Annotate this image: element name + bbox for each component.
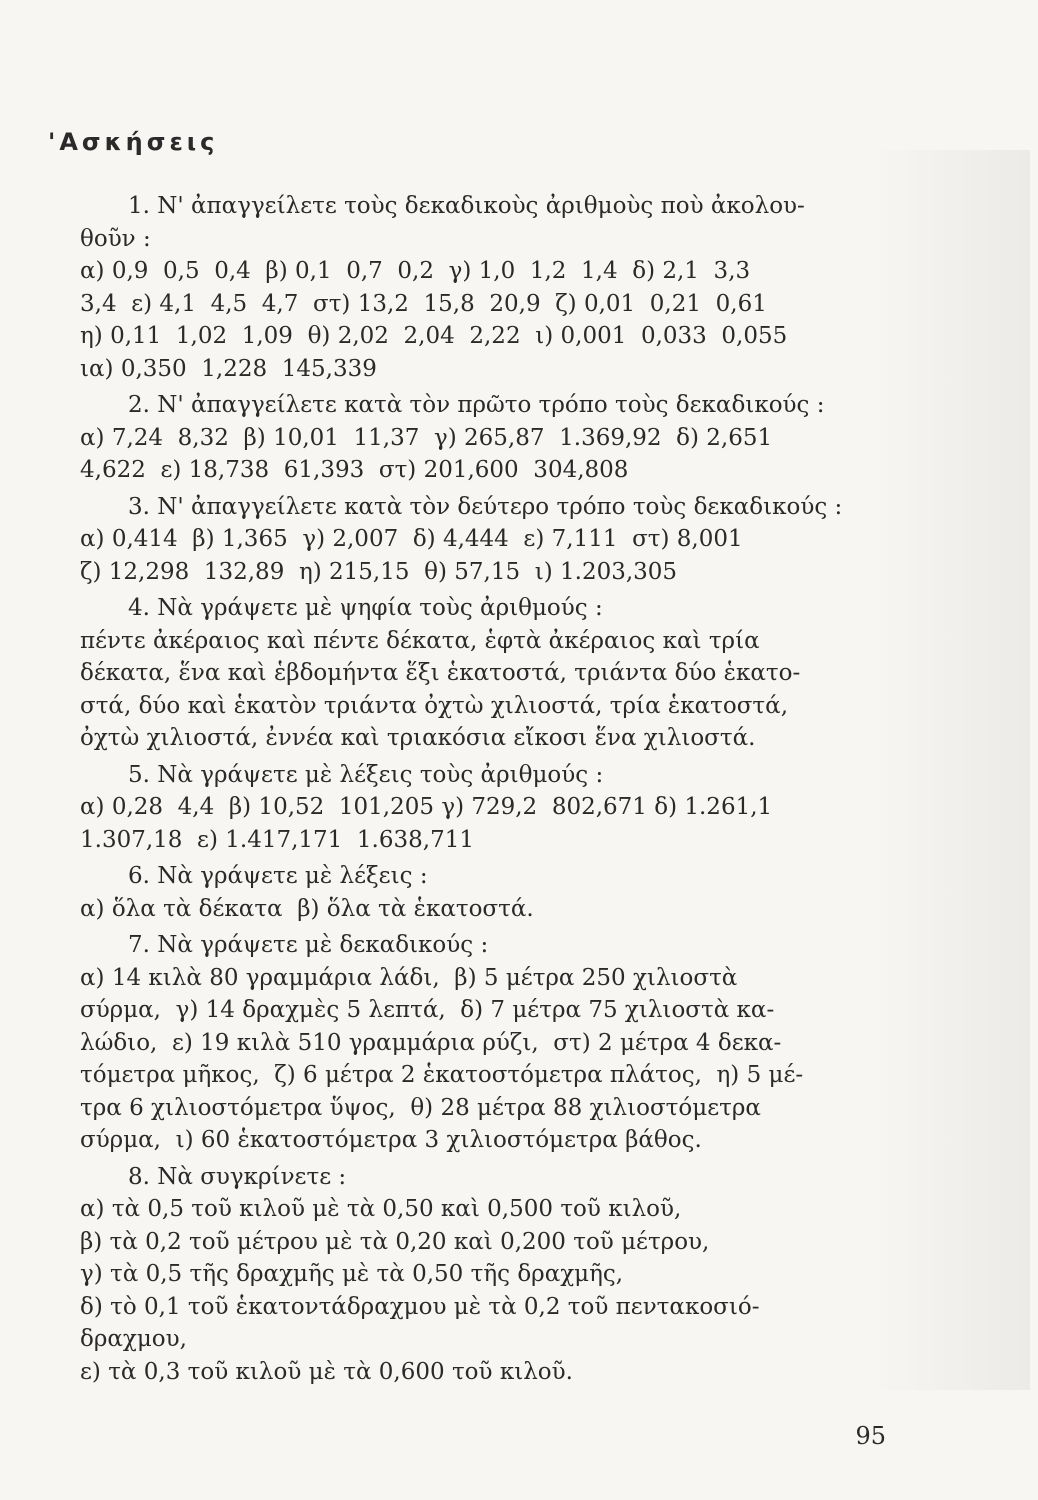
exercise-4	[80, 592, 870, 755]
page-number: 95	[855, 1422, 886, 1450]
exercise-line: δ) τὸ 0,1 τοῦ ἑκατοντάδραχμου μὲ τὰ 0,2 τοῦ πεντακοσιό-	[80, 1293, 760, 1320]
exercise-line: σύρμα, ι) 60 ἑκατοστόμετρα 3 χιλιοστόμετρα βάθος.	[80, 1127, 702, 1153]
exercise-line: ια) 0,350 1,228 145,339	[80, 355, 377, 382]
exercise-line: 4,622 ε) 18,738 61,393 στ) 201,600 304,808	[80, 457, 629, 483]
exercise-8	[80, 1161, 870, 1389]
exercise-line: 5. Νὰ γράψετε μὲ λέξεις τοὺς ἀριθμούς :	[128, 761, 604, 788]
exercise-line: στά, δύο καὶ ἑκατὸν τριάντα ὀχτὼ χιλιοστά, τρία ἑκατοστά,	[80, 692, 789, 719]
exercise-line: 3,4 ε) 4,1 4,5 4,7 στ) 13,2 15,8 20,9 ζ) 0,01 0,21 0,61	[80, 290, 767, 317]
exercise-line: η) 0,11 1,02 1,09 θ) 2,02 2,04 2,22 ι) 0,001 0,033 0,055	[80, 323, 788, 349]
exercise-line: θοῦν :	[80, 225, 151, 252]
exercise-line: 4. Νὰ γράψετε μὲ ψηφία τοὺς ἀριθμούς :	[128, 595, 603, 621]
exercise-line: 2. Ν' ἀπαγγείλετε κατὰ τὸν πρῶτο τρόπο τοὺς δεκαδικούς :	[128, 392, 825, 418]
exercise-line: πέντε ἀκέραιος καὶ πέντε δέκατα, ἑφτὰ ἀκέραιος καὶ τρία	[80, 627, 760, 654]
exercise-7	[80, 929, 870, 1157]
bleed-through-shadow	[870, 150, 1030, 1390]
exercise-1	[80, 190, 870, 385]
exercise-2	[80, 389, 870, 487]
section-heading: 'Ασκήσεις	[48, 128, 219, 156]
exercise-line: α) 0,414 β) 1,365 γ) 2,007 δ) 4,444 ε) 7,111 στ) 8,001	[80, 526, 743, 552]
exercise-line: 1.307,18 ε) 1.417,171 1.638,711	[80, 826, 474, 853]
exercise-3	[80, 491, 870, 589]
exercise-line: δραχμου,	[80, 1326, 187, 1352]
exercise-line: γ) τὰ 0,5 τῆς δραχμῆς μὲ τὰ 0,50 τῆς δραχμῆς,	[80, 1261, 624, 1287]
exercise-5	[80, 759, 870, 857]
exercise-line: 1. Ν' ἀπαγγείλετε τοὺς δεκαδικοὺς ἀριθμοὺς ποὺ ἀκολου-	[128, 193, 805, 219]
exercise-line: α) 0,9 0,5 0,4 β) 0,1 0,7 0,2 γ) 1,0 1,2 1,4 δ) 2,1 3,3	[80, 258, 751, 284]
exercise-line: 7. Νὰ γράψετε μὲ δεκαδικούς :	[128, 932, 489, 958]
exercise-line: ὀχτὼ χιλιοστά, ἐννέα καὶ τριακόσια εἴκοσι ἕνα χιλιοστά.	[80, 725, 756, 751]
exercise-line: τρα 6 χιλιοστόμετρα ὕψος, θ) 28 μέτρα 88 χιλιοστόμετρα	[80, 1094, 761, 1121]
exercise-line: α) 7,24 8,32 β) 10,01 11,37 γ) 265,87 1.369,92 δ) 2,651	[80, 424, 773, 451]
exercise-line: τόμετρα μῆκος, ζ) 6 μέτρα 2 ἑκατοστόμετρα πλάτος, η) 5 μέ-	[80, 1062, 804, 1088]
exercise-line: β) τὰ 0,2 τοῦ μέτρου μὲ τὰ 0,20 καὶ 0,200 τοῦ μέτρου,	[80, 1228, 710, 1255]
exercise-list	[80, 190, 870, 1392]
exercise-line: α) 14 κιλὰ 80 γραμμάρια λάδι, β) 5 μέτρα 250 χιλιοστὰ	[80, 964, 738, 991]
exercise-line: ζ) 12,298 132,89 η) 215,15 θ) 57,15 ι) 1.203,305	[80, 558, 678, 585]
exercise-line: 3. Ν' ἀπαγγείλετε κατὰ τὸν δεύτερο τρόπο τοὺς δεκαδικούς :	[128, 493, 843, 520]
exercise-line: α) ὅλα τὰ δέκατα β) ὅλα τὰ ἑκατοστά.	[80, 895, 534, 922]
exercise-line: α) 0,28 4,4 β) 10,52 101,205 γ) 729,2 802,671 δ) 1.261,1	[80, 794, 773, 820]
exercise-line: ε) τὰ 0,3 τοῦ κιλοῦ μὲ τὰ 0,600 τοῦ κιλοῦ.	[80, 1358, 573, 1385]
exercise-6	[80, 860, 870, 925]
exercise-line: σύρμα, γ) 14 δραχμὲς 5 λεπτά, δ) 7 μέτρα 75 χιλιοστὰ κα-	[80, 997, 775, 1023]
exercise-line: 6. Νὰ γράψετε μὲ λέξεις :	[128, 863, 428, 889]
exercise-line: α) τὰ 0,5 τοῦ κιλοῦ μὲ τὰ 0,50 καὶ 0,500 τοῦ κιλοῦ,	[80, 1196, 682, 1222]
exercise-line: δέκατα, ἕνα καὶ ἑβδομήντα ἕξι ἑκατοστά, τριάντα δύο ἑκατο-	[80, 660, 801, 686]
exercise-line: λώδιο, ε) 19 κιλὰ 510 γραμμάρια ρύζι, στ) 2 μέτρα 4 δεκα-	[80, 1029, 782, 1056]
exercise-line: 8. Νὰ συγκρίνετε :	[128, 1163, 347, 1190]
